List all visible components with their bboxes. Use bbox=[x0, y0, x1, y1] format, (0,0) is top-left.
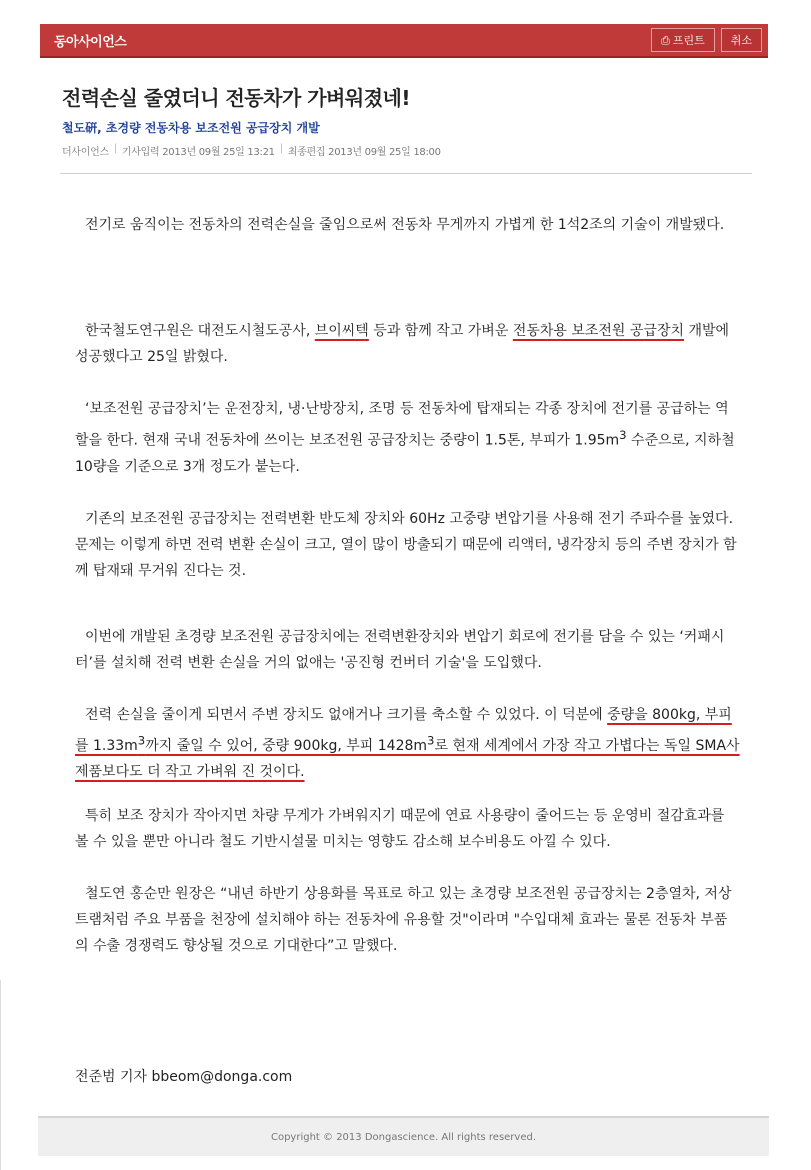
article-body bbox=[75, 212, 740, 959]
p6-text: 까지 줄일 수 있어, 중량 900kg, 부피 1428m bbox=[145, 738, 428, 755]
highlight-company: 브이씨텍 bbox=[314, 323, 369, 339]
paragraph-1: 전기로 움직이는 전동차의 전력손실을 줄임으로써 전동차 무게까지 가볍게 한 1석2조의 기술이 개발됐다. bbox=[85, 217, 725, 233]
p6-text: 중량을 800kg, 부피를 1.33m bbox=[75, 706, 732, 755]
footer bbox=[38, 1116, 769, 1156]
cancel-button[interactable] bbox=[721, 28, 762, 52]
superscript: 3 bbox=[137, 733, 146, 748]
top-bar bbox=[40, 24, 768, 58]
article-subtitle: 철도硏, 초경량 전동차용 보조전원 공급장치 개발 bbox=[62, 121, 320, 135]
copyright-text: Copyright © 2013 Dongascience. All rights reserved. bbox=[270, 1131, 537, 1143]
p2-text: 등과 함께 작고 가벼운 bbox=[368, 323, 513, 339]
superscript: 3 bbox=[619, 428, 627, 442]
paragraph-4: 기존의 보조전원 공급장치는 전력변환 반도체 장치와 60Hz 고중량 변압기를 사용해 전기 주파수를 높였다. 문제는 이렇게 하면 전력 변환 손실이 크고, 열이 많이 방출되기 때문에 리액터, 냉각장치 등의 주변 장치가 함께 탑재돼 무거워 진다는 것. bbox=[75, 510, 737, 579]
paragraph-7: 특히 보조 장치가 작아지면 차량 무게가 가벼워지기 때문에 연료 사용량이 줄어드는 등 운영비 절감효과를 볼 수 있을 뿐만 아니라 철도 기반시설물 미치는 영향도 감소해 보수비용도 아낄 수 있다. bbox=[75, 808, 725, 851]
printer-icon: ⎙ bbox=[661, 33, 670, 47]
paragraph-6 bbox=[75, 702, 740, 786]
paragraph-8: 철도연 홍순만 원장은 “내년 하반기 상용화를 목표로 하고 있는 초경량 보조전원 공급장치는 2층열차, 저상트램처럼 주요 부품을 천장에 설치해야 하는 전동차에 유용할 것"이라며 "수입대체 효과는 물론 전동차 부품의 수출 경쟁력도 향상될 것으로 기대한다”고 말했다. bbox=[75, 886, 732, 955]
cancel-label: 취소 bbox=[730, 34, 752, 47]
byline: 전준범 기자 bbeom@donga.com bbox=[75, 1069, 293, 1085]
p2-text: 한국철도연구원은 대전도시철도공사, bbox=[85, 323, 315, 339]
print-label: 프린트 bbox=[672, 34, 705, 47]
meta-separator: | bbox=[113, 143, 117, 154]
header-divider bbox=[60, 173, 752, 174]
highlight-device: 전동차용 보조전원 공급장치 bbox=[512, 323, 685, 339]
p2-text: 개발에 성공했다고 25일 밝혔다. bbox=[75, 323, 730, 365]
meta-published: 기사입력 2013년 09월 25일 13:21 bbox=[121, 147, 275, 158]
article-header bbox=[62, 82, 752, 158]
p3-text: 수준으로, 지하철 10량을 기준으로 3개 정도가 붙는다. bbox=[75, 432, 735, 475]
edge-line bbox=[0, 980, 1, 1170]
top-actions bbox=[651, 28, 762, 52]
article-meta bbox=[62, 143, 752, 158]
paragraph-3 bbox=[75, 396, 740, 480]
paragraph-5: 이번에 개발된 초경량 보조전원 공급장치에는 전력변환장치와 변압기 회로에 전기를 담을 수 있는 ‘커패시터’를 설치해 전력 변환 손실을 거의 없애는 '공진형 컨버터 기술'을 도입했다. bbox=[75, 628, 725, 671]
meta-separator: | bbox=[279, 143, 283, 154]
p6-text: 전력 손실을 줄이게 되면서 주변 장치도 없애거나 크기를 축소할 수 있었다. 이 덕분에 bbox=[85, 706, 608, 723]
meta-edited: 최종편집 2013년 09월 25일 18:00 bbox=[287, 147, 441, 158]
print-button[interactable] bbox=[651, 28, 715, 52]
paragraph-2 bbox=[75, 318, 740, 370]
meta-source: 더사이언스 bbox=[62, 147, 109, 158]
article-title: 전력손실 줄였더니 전동차가 가벼워졌네! bbox=[62, 86, 410, 110]
p6-text: 로 현재 세계에서 가장 작고 가볍다는 독일 SMA사 제품보다도 더 작고 가벼워 진 것이다. bbox=[75, 738, 740, 781]
site-logo[interactable]: 동아사이언스 bbox=[54, 34, 127, 50]
p3-text: ‘보조전원 공급장치’는 운전장치, 냉·난방장치, 조명 등 전동차에 탑재되는 각종 장치에 전기를 공급하는 역할을 한다. 현재 국내 전동차에 쓰이는 보조전원 공급장치는 중량이 1.5톤, 부피가 1.95m bbox=[75, 401, 729, 449]
superscript: 3 bbox=[427, 733, 435, 748]
